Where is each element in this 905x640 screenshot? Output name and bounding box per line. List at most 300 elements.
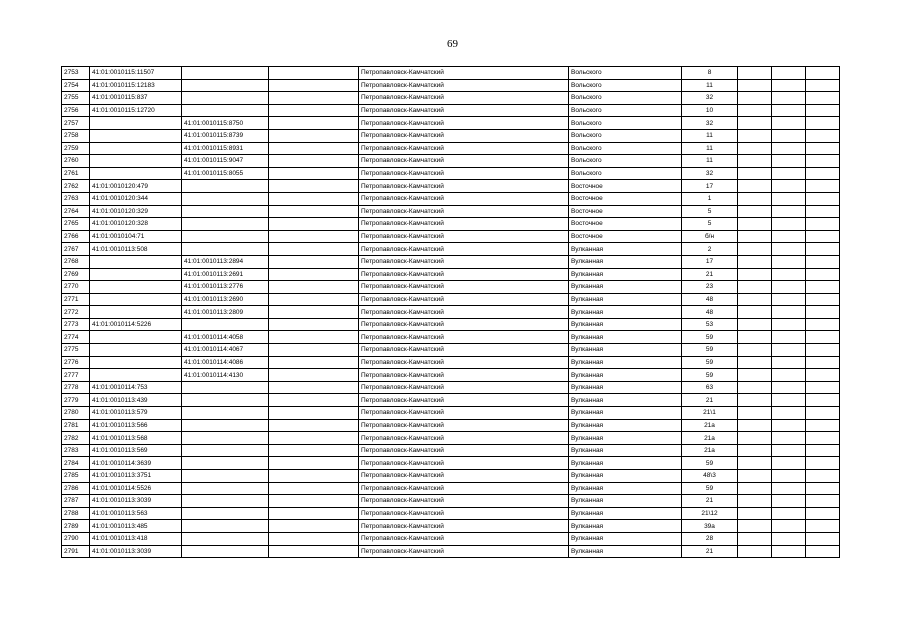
empty-cell — [806, 495, 840, 508]
empty-cell — [772, 482, 806, 495]
house-number-cell: 11 — [682, 129, 738, 142]
cadastral-number-primary: 41:01:0010113:3751 — [90, 470, 182, 483]
row-number: 2784 — [62, 457, 90, 470]
cadastral-number-primary — [90, 255, 182, 268]
house-number-cell: 53 — [682, 318, 738, 331]
empty-cell — [806, 230, 840, 243]
street-cell: Вулканная — [569, 369, 682, 382]
row-number: 2764 — [62, 205, 90, 218]
cadastral-number-primary — [90, 117, 182, 130]
street-cell: Вулканная — [569, 331, 682, 344]
empty-cell — [806, 255, 840, 268]
cadastral-number-secondary — [182, 457, 269, 470]
table-row — [62, 268, 840, 281]
row-number: 2773 — [62, 318, 90, 331]
table-row — [62, 293, 840, 306]
cadastral-number-secondary: 41:01:0010113:2691 — [182, 268, 269, 281]
row-number: 2776 — [62, 356, 90, 369]
empty-cell — [772, 457, 806, 470]
empty-cell — [772, 356, 806, 369]
empty-cell — [772, 444, 806, 457]
cadastral-number-primary: 41:01:0010115:11507 — [90, 67, 182, 80]
empty-cell — [772, 92, 806, 105]
row-number: 2769 — [62, 268, 90, 281]
empty-cell — [738, 67, 772, 80]
city-cell: Петропавловск-Камчатский — [359, 243, 569, 256]
cadastral-number-primary — [90, 142, 182, 155]
table-row — [62, 129, 840, 142]
house-number-cell: 59 — [682, 369, 738, 382]
table-row — [62, 344, 840, 357]
street-cell: Вулканная — [569, 444, 682, 457]
empty-cell — [269, 281, 359, 294]
cadastral-number-secondary — [182, 470, 269, 483]
street-cell: Вулканная — [569, 507, 682, 520]
empty-cell — [269, 142, 359, 155]
city-cell: Петропавловск-Камчатский — [359, 129, 569, 142]
empty-cell — [772, 167, 806, 180]
table-row — [62, 167, 840, 180]
city-cell: Петропавловск-Камчатский — [359, 545, 569, 558]
empty-cell — [269, 67, 359, 80]
cadastral-number-primary: 41:01:0010120:344 — [90, 192, 182, 205]
empty-cell — [738, 243, 772, 256]
empty-cell — [772, 255, 806, 268]
empty-cell — [772, 545, 806, 558]
empty-cell — [806, 104, 840, 117]
empty-cell — [269, 293, 359, 306]
house-number-cell: 21\12 — [682, 507, 738, 520]
row-number: 2756 — [62, 104, 90, 117]
empty-cell — [269, 507, 359, 520]
city-cell: Петропавловск-Камчатский — [359, 482, 569, 495]
row-number: 2790 — [62, 532, 90, 545]
street-cell: Вольского — [569, 117, 682, 130]
empty-cell — [806, 293, 840, 306]
table-row — [62, 318, 840, 331]
empty-cell — [806, 331, 840, 344]
empty-cell — [772, 381, 806, 394]
empty-cell — [738, 205, 772, 218]
house-number-cell: 21а — [682, 444, 738, 457]
empty-cell — [772, 155, 806, 168]
street-cell: Вулканная — [569, 457, 682, 470]
city-cell: Петропавловск-Камчатский — [359, 495, 569, 508]
cadastral-number-primary: 41:01:0010113:439 — [90, 394, 182, 407]
empty-cell — [806, 394, 840, 407]
house-number-cell: б/н — [682, 230, 738, 243]
empty-cell — [772, 419, 806, 432]
empty-cell — [772, 79, 806, 92]
empty-cell — [269, 470, 359, 483]
empty-cell — [772, 532, 806, 545]
house-number-cell: 5 — [682, 205, 738, 218]
row-number: 2788 — [62, 507, 90, 520]
street-cell: Вулканная — [569, 344, 682, 357]
house-number-cell: 21а — [682, 432, 738, 445]
house-number-cell: 48\3 — [682, 470, 738, 483]
table-row — [62, 255, 840, 268]
house-number-cell: 28 — [682, 532, 738, 545]
row-number: 2777 — [62, 369, 90, 382]
empty-cell — [806, 218, 840, 231]
cadastral-number-secondary — [182, 520, 269, 533]
empty-cell — [806, 444, 840, 457]
empty-cell — [269, 532, 359, 545]
row-number: 2783 — [62, 444, 90, 457]
table-row — [62, 470, 840, 483]
empty-cell — [269, 331, 359, 344]
empty-cell — [738, 192, 772, 205]
cadastral-number-secondary — [182, 67, 269, 80]
empty-cell — [806, 268, 840, 281]
empty-cell — [738, 482, 772, 495]
row-number: 2766 — [62, 230, 90, 243]
empty-cell — [806, 67, 840, 80]
cadastral-number-secondary: 41:01:0010115:8055 — [182, 167, 269, 180]
house-number-cell: 5 — [682, 218, 738, 231]
cadastral-number-primary: 41:01:0010113:508 — [90, 243, 182, 256]
street-cell: Вулканная — [569, 268, 682, 281]
table-row — [62, 356, 840, 369]
table-row — [62, 532, 840, 545]
table-row — [62, 457, 840, 470]
row-number: 2774 — [62, 331, 90, 344]
empty-cell — [738, 167, 772, 180]
row-number: 2755 — [62, 92, 90, 105]
cadastral-number-primary: 41:01:0010113:569 — [90, 444, 182, 457]
row-number: 2759 — [62, 142, 90, 155]
street-cell: Вулканная — [569, 482, 682, 495]
table-row — [62, 192, 840, 205]
city-cell: Петропавловск-Камчатский — [359, 344, 569, 357]
empty-cell — [772, 192, 806, 205]
cadastral-number-primary: 41:01:0010114:753 — [90, 381, 182, 394]
street-cell: Вулканная — [569, 532, 682, 545]
row-number: 2753 — [62, 67, 90, 80]
cadastral-number-secondary — [182, 419, 269, 432]
city-cell: Петропавловск-Камчатский — [359, 369, 569, 382]
cadastral-number-primary: 41:01:0010120:329 — [90, 205, 182, 218]
empty-cell — [738, 129, 772, 142]
empty-cell — [738, 344, 772, 357]
house-number-cell: 59 — [682, 482, 738, 495]
row-number: 2785 — [62, 470, 90, 483]
cadastral-number-primary: 41:01:0010115:837 — [90, 92, 182, 105]
empty-cell — [806, 356, 840, 369]
empty-cell — [738, 180, 772, 193]
cadastral-number-primary: 41:01:0010114:3639 — [90, 457, 182, 470]
cadastral-number-primary — [90, 155, 182, 168]
empty-cell — [806, 457, 840, 470]
city-cell: Петропавловск-Камчатский — [359, 117, 569, 130]
city-cell: Петропавловск-Камчатский — [359, 205, 569, 218]
empty-cell — [269, 117, 359, 130]
table-row — [62, 104, 840, 117]
empty-cell — [269, 255, 359, 268]
city-cell: Петропавловск-Камчатский — [359, 532, 569, 545]
street-cell: Вулканная — [569, 356, 682, 369]
table-row — [62, 495, 840, 508]
cadastral-number-secondary — [182, 230, 269, 243]
cadastral-number-primary — [90, 356, 182, 369]
street-cell: Восточное — [569, 205, 682, 218]
empty-cell — [806, 155, 840, 168]
cadastral-number-secondary — [182, 243, 269, 256]
row-number: 2772 — [62, 306, 90, 319]
row-number: 2787 — [62, 495, 90, 508]
cadastral-number-primary — [90, 167, 182, 180]
cadastral-number-secondary: 41:01:0010113:2894 — [182, 255, 269, 268]
empty-cell — [806, 407, 840, 420]
empty-cell — [738, 432, 772, 445]
empty-cell — [269, 394, 359, 407]
city-cell: Петропавловск-Камчатский — [359, 281, 569, 294]
city-cell: Петропавловск-Камчатский — [359, 407, 569, 420]
empty-cell — [806, 344, 840, 357]
empty-cell — [806, 92, 840, 105]
cadastral-number-secondary — [182, 507, 269, 520]
empty-cell — [269, 432, 359, 445]
empty-cell — [269, 545, 359, 558]
city-cell: Петропавловск-Камчатский — [359, 331, 569, 344]
empty-cell — [806, 545, 840, 558]
cadastral-number-primary: 41:01:0010113:563 — [90, 507, 182, 520]
table-row — [62, 432, 840, 445]
cadastral-number-secondary — [182, 444, 269, 457]
house-number-cell: 11 — [682, 142, 738, 155]
empty-cell — [806, 142, 840, 155]
cadastral-number-primary: 41:01:0010113:485 — [90, 520, 182, 533]
street-cell: Вулканная — [569, 545, 682, 558]
street-cell: Вулканная — [569, 306, 682, 319]
empty-cell — [738, 444, 772, 457]
table-row — [62, 407, 840, 420]
city-cell: Петропавловск-Камчатский — [359, 255, 569, 268]
empty-cell — [738, 268, 772, 281]
empty-cell — [772, 268, 806, 281]
city-cell: Петропавловск-Камчатский — [359, 155, 569, 168]
empty-cell — [269, 318, 359, 331]
street-cell: Вулканная — [569, 470, 682, 483]
table-row — [62, 142, 840, 155]
street-cell: Восточное — [569, 192, 682, 205]
empty-cell — [806, 507, 840, 520]
house-number-cell: 11 — [682, 155, 738, 168]
row-number: 2754 — [62, 79, 90, 92]
house-number-cell: 23 — [682, 281, 738, 294]
cadastral-number-primary: 41:01:0010113:579 — [90, 407, 182, 420]
row-number: 2763 — [62, 192, 90, 205]
empty-cell — [772, 495, 806, 508]
city-cell: Петропавловск-Камчатский — [359, 381, 569, 394]
row-number: 2771 — [62, 293, 90, 306]
street-cell: Вольского — [569, 92, 682, 105]
empty-cell — [738, 331, 772, 344]
house-number-cell: 21а — [682, 419, 738, 432]
city-cell: Петропавловск-Камчатский — [359, 293, 569, 306]
row-number: 2779 — [62, 394, 90, 407]
house-number-cell: 21 — [682, 545, 738, 558]
cadastral-number-primary — [90, 129, 182, 142]
empty-cell — [738, 381, 772, 394]
empty-cell — [269, 306, 359, 319]
empty-cell — [738, 117, 772, 130]
empty-cell — [738, 520, 772, 533]
empty-cell — [772, 180, 806, 193]
house-number-cell: 2 — [682, 243, 738, 256]
cadastral-number-secondary — [182, 205, 269, 218]
row-number: 2757 — [62, 117, 90, 130]
street-cell: Вулканная — [569, 407, 682, 420]
cadastral-number-primary — [90, 293, 182, 306]
table-row — [62, 281, 840, 294]
empty-cell — [772, 205, 806, 218]
empty-cell — [269, 482, 359, 495]
empty-cell — [738, 470, 772, 483]
street-cell: Вулканная — [569, 432, 682, 445]
street-cell: Вулканная — [569, 419, 682, 432]
empty-cell — [738, 532, 772, 545]
city-cell: Петропавловск-Камчатский — [359, 268, 569, 281]
street-cell: Восточное — [569, 180, 682, 193]
empty-cell — [806, 129, 840, 142]
cadastral-number-primary — [90, 369, 182, 382]
empty-cell — [772, 470, 806, 483]
empty-cell — [269, 520, 359, 533]
table-row — [62, 218, 840, 231]
row-number: 2767 — [62, 243, 90, 256]
empty-cell — [806, 532, 840, 545]
table-row — [62, 444, 840, 457]
row-number: 2770 — [62, 281, 90, 294]
cadastral-number-primary — [90, 268, 182, 281]
empty-cell — [738, 92, 772, 105]
house-number-cell: 59 — [682, 356, 738, 369]
city-cell: Петропавловск-Камчатский — [359, 218, 569, 231]
cadastral-number-secondary: 41:01:0010114:4130 — [182, 369, 269, 382]
empty-cell — [772, 432, 806, 445]
cadastral-number-secondary — [182, 545, 269, 558]
cadastral-number-secondary — [182, 92, 269, 105]
empty-cell — [772, 507, 806, 520]
table-body — [62, 67, 840, 558]
empty-cell — [772, 117, 806, 130]
empty-cell — [738, 394, 772, 407]
city-cell: Петропавловск-Камчатский — [359, 432, 569, 445]
street-cell: Вольского — [569, 142, 682, 155]
empty-cell — [269, 381, 359, 394]
house-number-cell: 59 — [682, 344, 738, 357]
empty-cell — [806, 117, 840, 130]
city-cell: Петропавловск-Камчатский — [359, 104, 569, 117]
city-cell: Петропавловск-Камчатский — [359, 470, 569, 483]
cadastral-number-secondary: 41:01:0010113:2809 — [182, 306, 269, 319]
empty-cell — [738, 293, 772, 306]
empty-cell — [772, 407, 806, 420]
street-cell: Восточное — [569, 218, 682, 231]
empty-cell — [269, 457, 359, 470]
table-row — [62, 306, 840, 319]
table-row — [62, 482, 840, 495]
empty-cell — [806, 432, 840, 445]
city-cell: Петропавловск-Камчатский — [359, 394, 569, 407]
table-row — [62, 117, 840, 130]
registry-table — [61, 66, 840, 558]
street-cell: Вольского — [569, 79, 682, 92]
empty-cell — [772, 394, 806, 407]
cadastral-number-primary — [90, 281, 182, 294]
row-number: 2781 — [62, 419, 90, 432]
house-number-cell: 17 — [682, 180, 738, 193]
empty-cell — [772, 344, 806, 357]
empty-cell — [738, 545, 772, 558]
house-number-cell: 11 — [682, 79, 738, 92]
empty-cell — [738, 318, 772, 331]
cadastral-number-primary: 41:01:0010104:71 — [90, 230, 182, 243]
house-number-cell: 21 — [682, 394, 738, 407]
row-number: 2760 — [62, 155, 90, 168]
empty-cell — [738, 142, 772, 155]
cadastral-number-primary: 41:01:0010113:418 — [90, 532, 182, 545]
empty-cell — [738, 281, 772, 294]
cadastral-number-secondary — [182, 432, 269, 445]
table-row — [62, 180, 840, 193]
cadastral-number-primary: 41:01:0010120:479 — [90, 180, 182, 193]
street-cell: Вулканная — [569, 293, 682, 306]
empty-cell — [806, 482, 840, 495]
table-row — [62, 520, 840, 533]
empty-cell — [269, 129, 359, 142]
empty-cell — [269, 344, 359, 357]
empty-cell — [772, 142, 806, 155]
table-row — [62, 243, 840, 256]
empty-cell — [772, 104, 806, 117]
empty-cell — [772, 306, 806, 319]
cadastral-number-secondary: 41:01:0010113:2776 — [182, 281, 269, 294]
empty-cell — [269, 92, 359, 105]
empty-cell — [269, 230, 359, 243]
house-number-cell: 48 — [682, 293, 738, 306]
empty-cell — [738, 230, 772, 243]
street-cell: Вольского — [569, 104, 682, 117]
cadastral-number-secondary — [182, 407, 269, 420]
empty-cell — [806, 79, 840, 92]
city-cell: Петропавловск-Камчатский — [359, 92, 569, 105]
cadastral-number-secondary — [182, 482, 269, 495]
table-row — [62, 545, 840, 558]
empty-cell — [738, 507, 772, 520]
city-cell: Петропавловск-Камчатский — [359, 318, 569, 331]
house-number-cell: 59 — [682, 457, 738, 470]
cadastral-number-secondary — [182, 532, 269, 545]
empty-cell — [738, 218, 772, 231]
table-row — [62, 67, 840, 80]
cadastral-number-primary: 41:01:0010115:12183 — [90, 79, 182, 92]
house-number-cell: 32 — [682, 92, 738, 105]
empty-cell — [269, 419, 359, 432]
empty-cell — [269, 407, 359, 420]
row-number: 2775 — [62, 344, 90, 357]
table-row — [62, 419, 840, 432]
empty-cell — [772, 520, 806, 533]
cadastral-number-primary: 41:01:0010113:3039 — [90, 545, 182, 558]
empty-cell — [738, 104, 772, 117]
empty-cell — [806, 180, 840, 193]
empty-cell — [806, 167, 840, 180]
row-number: 2789 — [62, 520, 90, 533]
empty-cell — [269, 218, 359, 231]
